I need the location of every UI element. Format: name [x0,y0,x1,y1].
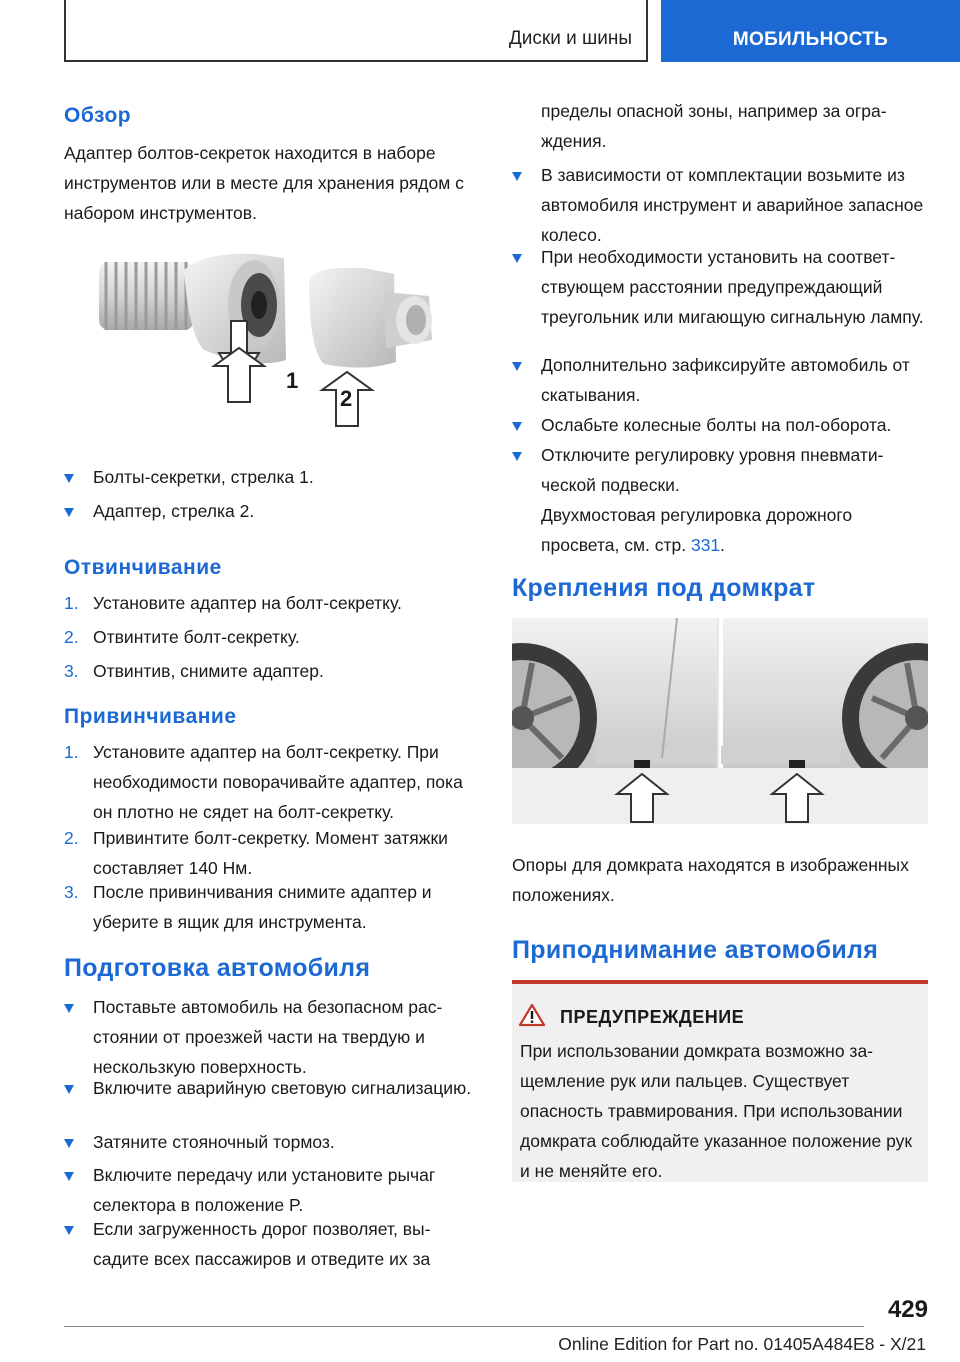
prep-title: Подготовка автомобиля [64,954,371,982]
lifting-title: Приподнимание автомобиля [512,936,879,964]
triangle-bullet-icon [64,508,74,517]
triangle-bullet-icon [512,452,522,461]
overview-title: Обзор [64,104,132,127]
suspension-note: Двухмостовая регулировка дорожного просвета, см. стр. 331. [541,505,853,555]
triangle-bullet-icon [512,172,522,181]
footer-edition: Online Edition for Part no. 01405A484E8 - X/21 [558,1334,926,1354]
warning-icon [518,1003,546,1027]
header-chapter-box [64,0,648,62]
jack-points-title: Крепления под домкрат [512,574,816,602]
figure-label-1: 1 [286,368,299,393]
jack-points-figure [512,618,928,824]
prep-bullet: Если загруженность дорог позволяет, высадите всех пассажиров и отведите их за [64,1214,474,1274]
page-link[interactable]: 331 [690,535,721,555]
header-chapter: Диски и шины [508,28,632,49]
unscrew-title: Отвинчивание [64,556,222,579]
warning-text: При использовании домкрата возможно защемление рук или пальцев. Существует опасность травмирования. При использовании домкрата соблюдайте указанное положение рук и не меняйте его. [520,1041,913,1181]
overview-text: Адаптер болтов-секреток находится в наборе инструментов или в месте для хранения рядом с набором инструментов. [64,143,464,223]
triangle-bullet-icon [64,1226,74,1235]
triangle-bullet-icon [64,1004,74,1013]
triangle-bullet-icon [512,422,522,431]
triangle-bullet-icon [64,1139,74,1148]
triangle-bullet-icon [64,474,74,483]
figure-label-2: 2 [340,386,353,411]
bolt-adapter-figure [64,240,474,450]
page-number: 429 [887,1296,928,1323]
screw-title: Привинчивание [64,705,237,728]
triangle-bullet-icon [512,254,522,263]
footer-divider [64,1326,864,1327]
triangle-bullet-icon [64,1085,74,1094]
prep-bullet-continuation: пределы опасной зоны, например за ограждения. [541,101,887,151]
warning-title: ПРЕДУПРЕЖДЕНИЕ [560,1007,745,1027]
jack-points-text: Опоры для домкрата находятся в изображенных положениях. [512,855,909,905]
header-section: МОБИЛЬНОСТЬ [661,0,960,62]
triangle-bullet-icon [64,1172,74,1181]
triangle-bullet-icon [512,362,522,371]
